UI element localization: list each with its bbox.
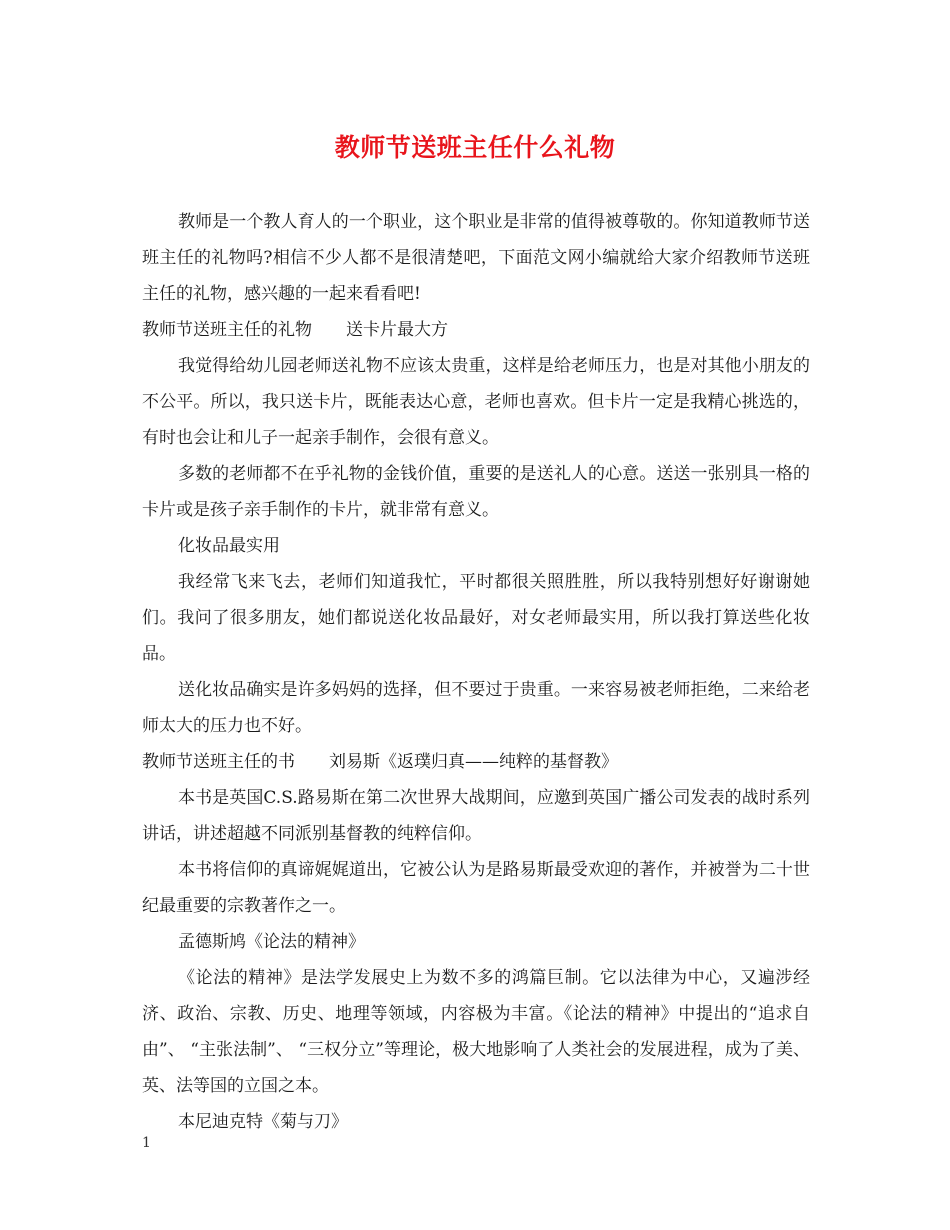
paragraph-intro: 教师是一个教人育人的一个职业，这个职业是非常的值得被尊敬的。你知道教师节送班主任的礼物吗?相信不少人都不是很清楚吧，下面范文网小编就给大家介绍教师节送班主任的礼物，感兴趣的一起来看看吧! [142, 212, 810, 304]
section-heading-gifts: 教师节送班主任的礼物 送卡片最大方 [142, 320, 448, 340]
page-number: 1 [142, 1135, 151, 1151]
paragraph-montesquieu: 《论法的精神》是法学发展史上为数不多的鸿篇巨制。它以法律为中心，又遍涉经济、政治、宗教、历史、地理等领域，内容极为丰富。《论法的精神》中提出的“追求自由”、 “主张法制”、 “三权分立”等理论，极大地影响了人类社会的发展进程，成为了美、英、法等国的立国之本。 [142, 968, 810, 1096]
subheading-cosmetics: 化妆品最实用 [178, 536, 280, 556]
paragraph-card-1: 我觉得给幼儿园老师送礼物不应该太贵重，这样是给老师压力，也是对其他小朋友的不公平。所以，我只送卡片，既能表达心意，老师也喜欢。但卡片一定是我精心挑选的，有时也会让和儿子一起亲手制作，会很有意义。 [142, 356, 810, 448]
document-body [142, 204, 810, 1140]
paragraph-book-lewis-1: 本书是英国C.S.路易斯在第二次世界大战期间，应邀到英国广播公司发表的战时系列讲话，讲述超越不同派别基督教的纯粹信仰。 [142, 788, 810, 844]
subheading-benedict: 本尼迪克特《菊与刀》 [178, 1112, 348, 1132]
page-title: 教师节送班主任什么礼物 [334, 133, 616, 162]
paragraph-cosmetics-2: 送化妆品确实是许多妈妈的选择，但不要过于贵重。一来容易被老师拒绝，二来给老师太大的压力也不好。 [142, 680, 810, 736]
section-heading-books: 教师节送班主任的书 刘易斯《返璞归真——纯粹的基督教》 [142, 752, 618, 772]
paragraph-book-lewis-2: 本书将信仰的真谛娓娓道出，它被公认为是路易斯最受欢迎的著作，并被誉为二十世纪最重要的宗教著作之一。 [142, 860, 810, 916]
paragraph-card-2: 多数的老师都不在乎礼物的金钱价值，重要的是送礼人的心意。送送一张别具一格的卡片或是孩子亲手制作的卡片，就非常有意义。 [142, 464, 810, 520]
paragraph-cosmetics-1: 我经常飞来飞去，老师们知道我忙，平时都很关照胜胜，所以我特别想好好谢谢她们。我问了很多朋友，她们都说送化妆品最好，对女老师最实用，所以我打算送些化妆品。 [142, 572, 810, 664]
subheading-montesquieu: 孟德斯鸠《论法的精神》 [178, 932, 365, 952]
